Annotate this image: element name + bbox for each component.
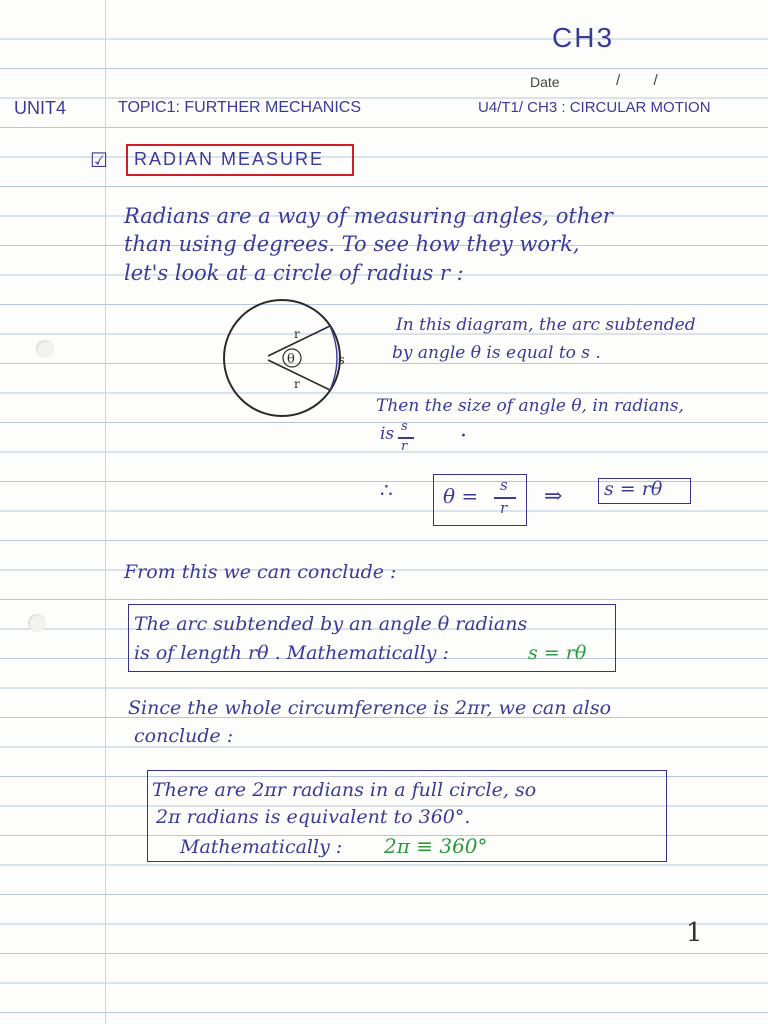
arc-length-formula: s = rθ [528,642,587,664]
conclusion-intro: From this we can conclude : [124,561,397,583]
formula-lhs: θ = [443,484,479,508]
explanation-line-4: is [380,424,395,444]
fraction-denominator: r [401,439,408,454]
explanation-line-3: Then the size of angle θ, in radians, [376,396,684,416]
punch-hole-upper [36,340,54,358]
checkbox-icon: ☑ [90,148,108,172]
unit-label: UNIT4 [14,98,67,118]
chapter-label: CH3 [552,22,615,53]
date-slashes: / / [616,72,658,89]
therefore-symbol: ∴ [380,478,393,502]
since-line-2: conclude : [134,725,234,747]
intro-line-1: Radians are a way of measuring angles, other [124,204,613,228]
formula-numerator: s [500,476,508,494]
date-label: Date [530,74,560,90]
arc-label: s [338,353,345,368]
explanation-line-2: by angle θ is equal to s . [392,343,601,363]
reference-label: U4/T1/ CH3 : CIRCULAR MOTION [478,99,711,116]
section-title: RADIAN MEASURE [134,149,325,169]
since-line-1: Since the whole circumference is 2πr, we can also [128,697,612,719]
circle-diagram [212,302,372,422]
full-circle-line-3: Mathematically : [180,836,343,858]
formula-denominator: r [500,499,508,517]
intro-line-2: than using degrees. To see how they work, [124,232,580,256]
arc-length-line-2: is of length rθ . Mathematically : [134,642,449,664]
arc-length-line-1: The arc subtended by an angle θ radians [134,613,528,635]
explanation-dot: · [460,424,467,449]
formula-rhs: s = rθ [604,478,663,500]
circle-outline [224,300,340,416]
page-number: 1 [686,918,703,948]
implies-arrow-icon: ⇒ [544,484,563,509]
full-circle-formula: 2π ≡ 360° [384,834,488,858]
full-circle-line-2: 2π radians is equivalent to 360°. [156,806,471,828]
punch-hole-lower [28,614,46,632]
radius-label-upper: r [294,327,300,341]
topic-label: TOPIC1: FURTHER MECHANICS [118,99,361,116]
radius-label-lower: r [294,377,300,391]
fraction-numerator: s [401,419,408,434]
explanation-line-1: In this diagram, the arc subtended [396,315,696,335]
full-circle-line-1: There are 2πr radians in a full circle, so [152,779,537,801]
intro-line-3: let's look at a circle of radius r : [124,261,464,285]
theta-label: θ [287,352,295,367]
